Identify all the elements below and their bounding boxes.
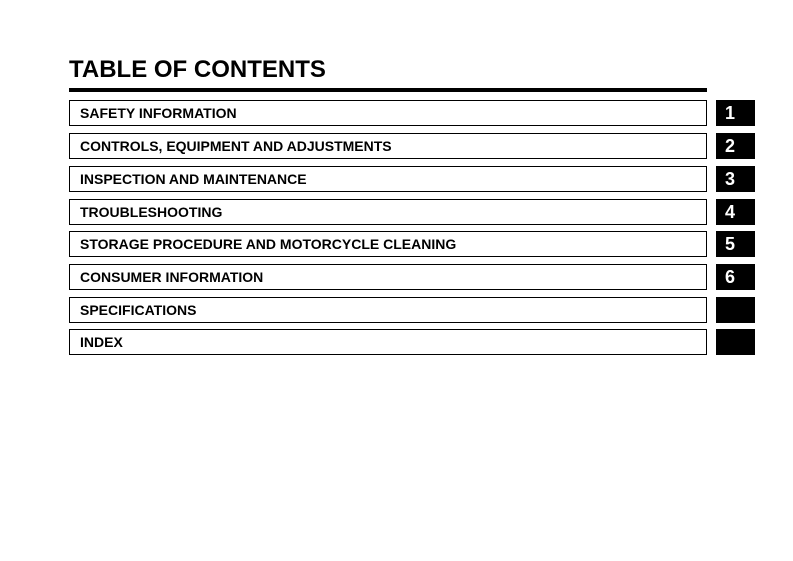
section-tab[interactable]	[716, 133, 755, 159]
section-tab-number: 6	[725, 267, 736, 287]
toc-item-label: SPECIFICATIONS	[80, 302, 197, 318]
toc-item-label: CONTROLS, EQUIPMENT AND ADJUSTMENTS	[80, 138, 392, 154]
toc-item-specifications[interactable]	[69, 297, 755, 323]
toc-item-box	[69, 231, 707, 257]
section-tab[interactable]	[716, 100, 755, 126]
toc-item-label: CONSUMER INFORMATION	[80, 269, 264, 285]
section-tab-number: 4	[725, 202, 736, 222]
toc-item-storage-cleaning[interactable]	[69, 231, 755, 257]
toc-item-label: SAFETY INFORMATION	[80, 105, 237, 121]
section-tab[interactable]	[716, 199, 755, 225]
section-tab-number: 1	[725, 103, 736, 123]
toc-item-box	[69, 166, 707, 192]
section-tab[interactable]	[716, 329, 755, 355]
toc-item-box	[69, 264, 707, 290]
toc-item-label: INDEX	[80, 334, 123, 350]
toc-item-label: INSPECTION AND MAINTENANCE	[80, 171, 307, 187]
section-tab[interactable]	[716, 264, 755, 290]
title-rule	[69, 88, 707, 92]
section-tab[interactable]	[716, 231, 755, 257]
section-tab-number: 3	[725, 169, 736, 189]
toc-item-safety-information[interactable]	[69, 100, 755, 126]
toc-item-consumer-information[interactable]	[69, 264, 755, 290]
toc-item-inspection-maintenance[interactable]	[69, 166, 755, 192]
toc-item-index[interactable]	[69, 329, 755, 355]
section-tab[interactable]	[716, 166, 755, 192]
section-tab[interactable]	[716, 297, 755, 323]
toc-item-label: STORAGE PROCEDURE AND MOTORCYCLE CLEANING	[80, 236, 457, 252]
page-title: TABLE OF CONTENTS	[69, 56, 326, 83]
toc-item-label: TROUBLESHOOTING	[80, 204, 223, 220]
toc-item-troubleshooting[interactable]	[69, 199, 755, 225]
section-tab-number: 2	[725, 136, 736, 156]
toc-item-box	[69, 329, 707, 355]
toc-item-box	[69, 297, 707, 323]
toc-item-box	[69, 133, 707, 159]
toc-item-box	[69, 199, 707, 225]
toc-item-controls-equipment-adjustments[interactable]	[69, 133, 755, 159]
section-tab-number: 5	[725, 234, 736, 254]
toc-item-box	[69, 100, 707, 126]
